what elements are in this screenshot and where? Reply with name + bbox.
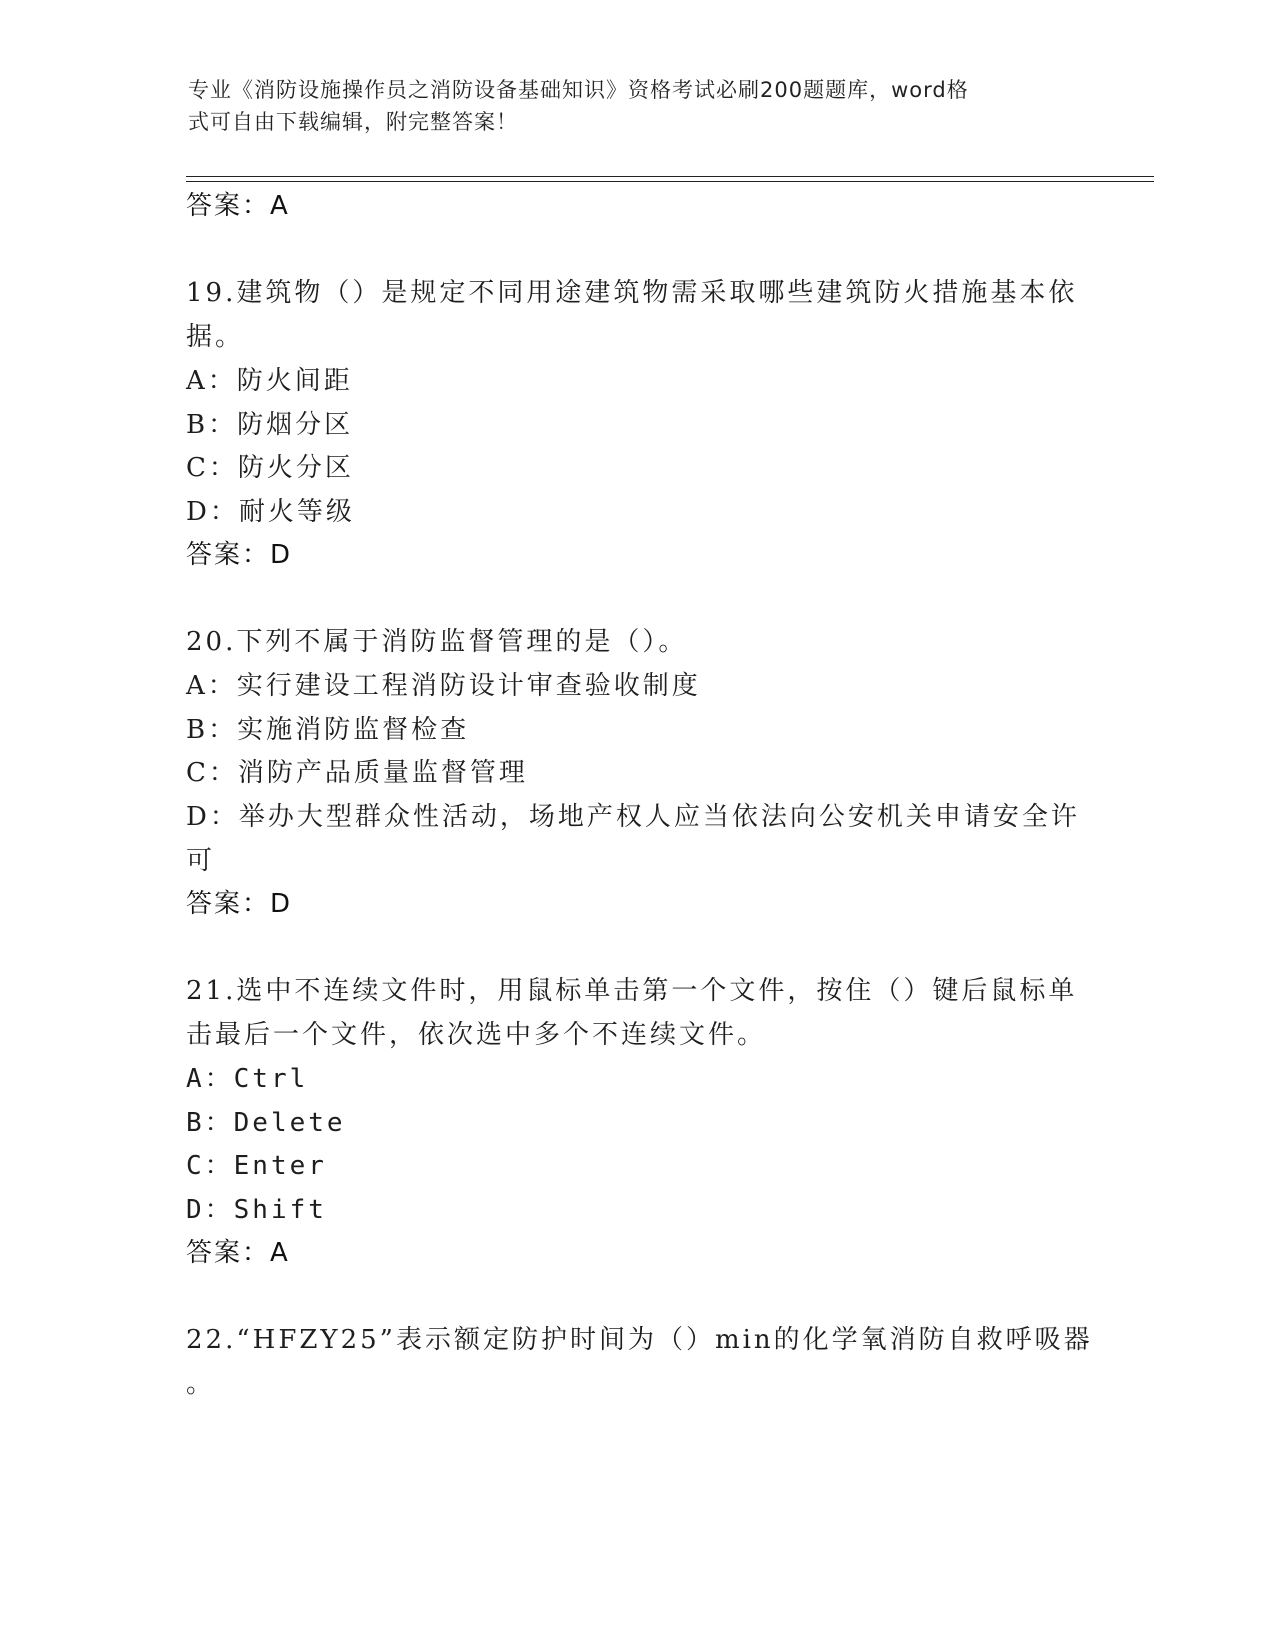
- question-19-option-c: C：防火分区: [186, 453, 354, 483]
- question-20-option-c: C：消防产品质量监督管理: [186, 758, 528, 788]
- question-21-option-d: D：Shift: [186, 1195, 327, 1225]
- question-22-stem-line-2: 。: [186, 1369, 216, 1399]
- header-divider-bottom: [186, 181, 1154, 182]
- question-19-option-b: B：防烟分区: [186, 410, 354, 440]
- header-divider-top: [186, 176, 1154, 177]
- answer-previous: 答案：A: [186, 191, 290, 221]
- question-22-stem-line-1: 22.“HFZY25”表示额定防护时间为（）min的化学氧消防自救呼吸器: [186, 1325, 1093, 1355]
- question-19-option-d: D：耐火等级: [186, 497, 355, 527]
- question-20-stem: 20.下列不属于消防监督管理的是（）。: [186, 627, 688, 657]
- question-21-option-b: B：Delete: [186, 1108, 346, 1138]
- question-19-stem-line-2: 据。: [186, 322, 245, 352]
- question-21-option-a: A：Ctrl: [186, 1064, 309, 1094]
- question-21-option-c: C：Enter: [186, 1151, 327, 1181]
- question-21-stem-line-1: 21.选中不连续文件时，用鼠标单击第一个文件，按住（）键后鼠标单: [186, 976, 1078, 1006]
- document-header: [188, 74, 1068, 138]
- question-20-option-d-line-2: 可: [186, 846, 216, 876]
- question-19-option-a: A：防火间距: [186, 366, 353, 396]
- header-line-1: 专业《消防设施操作员之消防设备基础知识》资格考试必刷200题题库，word格: [188, 78, 969, 102]
- question-19-stem-line-1: 19.建筑物（）是规定不同用途建筑物需采取哪些建筑防火措施基本依: [186, 278, 1078, 308]
- question-21-answer: 答案：A: [186, 1238, 290, 1268]
- question-20-option-d-line-1: D：举办大型群众性活动，场地产权人应当依法向公安机关申请安全许: [186, 802, 1080, 832]
- question-20-option-b: B：实施消防监督检查: [186, 715, 470, 745]
- header-line-2: 式可自由下载编辑，附完整答案！: [188, 110, 518, 134]
- question-21-stem-line-2: 击最后一个文件，依次选中多个不连续文件。: [186, 1020, 767, 1050]
- question-20-answer: 答案：D: [186, 889, 293, 919]
- question-19-answer: 答案：D: [186, 540, 293, 570]
- question-20-option-a: A：实行建设工程消防设计审查验收制度: [186, 671, 701, 701]
